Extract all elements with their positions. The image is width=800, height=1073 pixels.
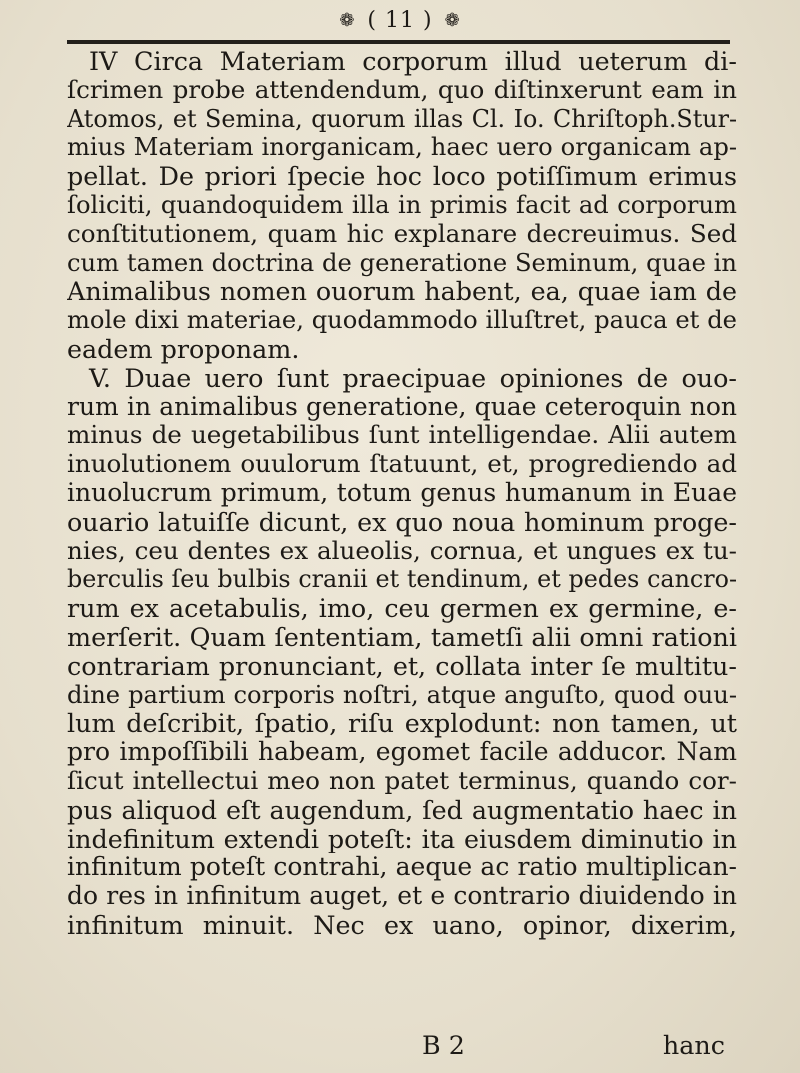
text-line: pellat. De priori ſpecie hoc loco potiſſimum erimus bbox=[67, 162, 737, 191]
text-line: IV Circa Materiam corporum illud ueterum di- bbox=[89, 47, 737, 76]
text-line: ſcrimen probe attendendum, quo diſtinxerunt eam in bbox=[67, 75, 737, 104]
page-number: ( 11 ) bbox=[367, 8, 433, 33]
text-line: cum tamen doctrina de generatione Seminum, quae in bbox=[67, 248, 737, 277]
header-rule bbox=[67, 40, 730, 44]
left-ornament-icon: ❁ bbox=[339, 10, 356, 31]
page-footer bbox=[67, 1030, 737, 1060]
text-line: conſtitutionem, quam hic explanare decreuimus. Sed bbox=[67, 219, 737, 248]
text-line: Animalibus nomen ouorum habent, ea, quae iam de bbox=[67, 277, 737, 307]
text-line: V. Duae uero ſunt praecipuae opiniones de ouo- bbox=[89, 363, 737, 393]
text-line: indefinitum extendi poteſt: ita eiusdem diminutio in bbox=[67, 824, 737, 854]
text-line: contrariam pronunciant, et, collata inter ſe multitu- bbox=[67, 651, 737, 681]
signature-mark: B 2 bbox=[422, 1030, 465, 1060]
right-ornament-icon: ❁ bbox=[444, 10, 461, 31]
text-line: mole dixi materiae, quodammodo illuſtret, pauca et de bbox=[67, 306, 737, 335]
text-line: inuolutionem ouulorum ſtatuunt, et, progrediendo ad bbox=[67, 450, 737, 479]
text-line: berculis ſeu bulbis cranii et tendinum, et pedes cancro- bbox=[67, 565, 737, 594]
text-line: inuolucrum primum, totum genus humanum in Euae bbox=[67, 478, 737, 507]
text-line: pus aliquod eſt augendum, ſed augmentatio haec in bbox=[67, 795, 737, 825]
text-line: ſoliciti, quandoquidem illa in primis facit ad corporum bbox=[67, 190, 737, 219]
catchword: hanc bbox=[662, 1030, 725, 1060]
text-line: minus de uegetabilibus ſunt intelligendae. Alii autem bbox=[67, 421, 737, 450]
text-line: rum ex acetabulis, imo, ceu germen ex germine, e- bbox=[67, 594, 737, 623]
text-line: rum in animalibus generatione, quae ceteroquin non bbox=[67, 392, 737, 421]
text-line: infinitum poteſt contrahi, aeque ac ratio multiplican- bbox=[67, 853, 737, 882]
text-line: nies, ceu dentes ex alueolis, cornua, et ungues ex tu- bbox=[67, 536, 737, 565]
body-text bbox=[67, 47, 737, 940]
text-line: do res in infinitum auget, et e contrario diuidendo in bbox=[67, 882, 737, 911]
text-line: merſerit. Quam ſententiam, tametſi alii omni rationi bbox=[67, 622, 737, 652]
text-line: Atomos, et Semina, quorum illas Cl. Io. Chriſtoph.Stur- bbox=[67, 104, 737, 133]
text-line: ouario latuiſſe dicunt, ex quo noua hominum proge- bbox=[67, 507, 737, 537]
text-line: mius Materiam inorganicam, haec uero organicam ap- bbox=[67, 133, 737, 162]
page-header bbox=[0, 8, 800, 33]
text-line: pro impoſſibili habeam, egomet facile adducor. Nam bbox=[67, 738, 737, 767]
text-line: infinitum minuit. Nec ex uano, opinor, dixerim, bbox=[67, 910, 737, 940]
text-line: eadem proponam. bbox=[67, 333, 300, 364]
text-line: dine partium corporis noſtri, atque anguſto, quod ouu- bbox=[67, 680, 737, 709]
text-line: lum deſcribit, ſpatio, riſu explodunt: non tamen, ut bbox=[67, 709, 737, 739]
text-line: ſicut intellectui meo non patet terminus, quando cor- bbox=[67, 766, 737, 795]
